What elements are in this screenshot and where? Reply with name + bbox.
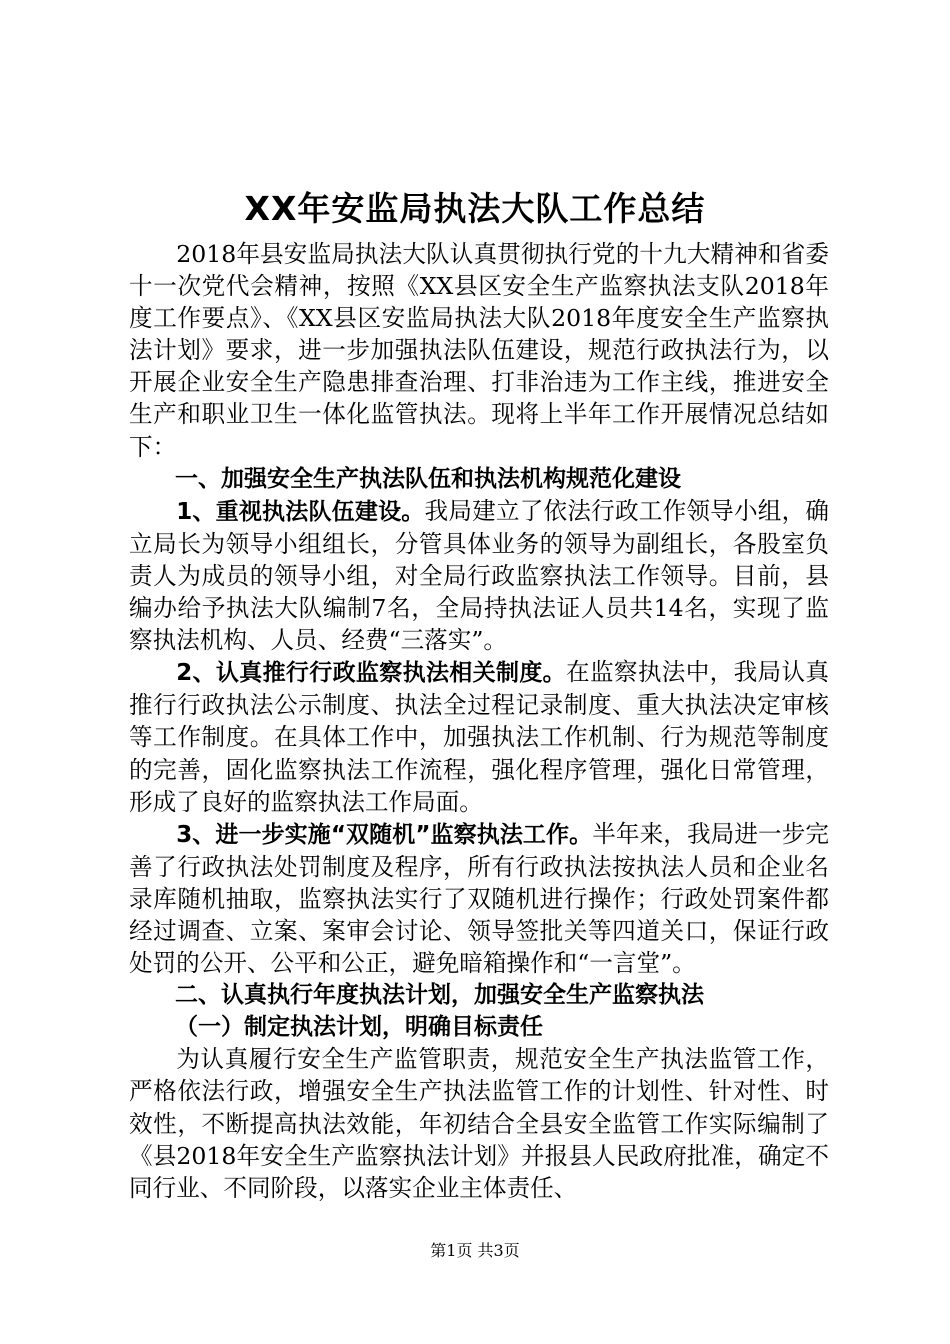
subsection-heading-1: （一）制定执法计划，明确目标责任 [175,1014,543,1041]
item-3-lead: 3、进一步实施“双随机”监察执法工作。 [176,821,593,848]
paragraph-item-3 [129,818,829,979]
page-footer: 第1页 共3页 [430,1241,520,1260]
document-title: XX年安监局执法大队工作总结 [244,189,706,228]
section-heading-1: 一、加强安全生产执法队伍和执法机构规范化建设 [175,465,681,492]
paragraph-item-2 [129,656,829,817]
item-1-lead: 1、重视执法队伍建设。 [176,498,425,525]
item-1-text: 我局建立了依法行政工作领导小组，确立局长为领导小组组长，分管具体业务的领导为副组长，各股室负责人为成员的领导小组，对全局行政监察执法工作领导。目前，县编办给予执法大队编制7名，全局持执法证人员共14名，实现了监察执法机构、人员、经费“三落实”。 [129,496,829,655]
intro-paragraph: 2018年县安监局执法大队认真贯彻执行党的十九大精神和省委十一次党代会精神，按照《XX县区安全生产监察执法支队2018年度工作要点》、《XX县区安监局执法大队2018年度安全生产监察执法计划》要求，进一步加强执法队伍建设，规范行政执法行为，以开展企业安全生产隐患排查治理、打非治违为工作主线，推进安全生产和职业卫生一体化监管执法。现将上半年工作开展情况总结如下： [129,240,829,461]
document-body [129,238,829,1204]
item-2-lead: 2、认真推行行政监察执法相关制度。 [176,660,567,687]
item-2-text: 在监察执法中，我局认真推行行政执法公示制度、执法全过程记录制度、重大执法决定审核等工作制度。在具体工作中，加强执法工作机制、行为规范等制度的完善，固化监察执法工作流程，强化程序管理，强化日常管理，形成了良好的监察执法工作局面。 [129,658,829,816]
paragraph-item-1 [129,495,829,656]
item-3-text: 半年来，我局进一步完善了行政执法处罚制度及程序，所有行政执法按执法人员和企业名录库随机抽取，监察执法实行了双随机进行操作；行政处罚案件都经过调查、立案、案审会讨论、领导签批关等四道关口，保证行政处罚的公开、公平和公正，避免暗箱操作和“一言堂”。 [129,819,829,978]
subsection-1-paragraph: 为认真履行安全生产监管职责，规范安全生产执法监管工作，严格依法行政，增强安全生产执法监管工作的计划性、针对性、时效性，不断提高执法效能，年初结合全县安全监管工作实际编制了《县2018年安全生产监察执法计划》并报县人民政府批准，确定不同行业、不同阶段，以落实企业主体责任、 [129,1045,829,1202]
section-heading-2: 二、认真执行年度执法计划，加强安全生产监察执法 [175,982,704,1009]
